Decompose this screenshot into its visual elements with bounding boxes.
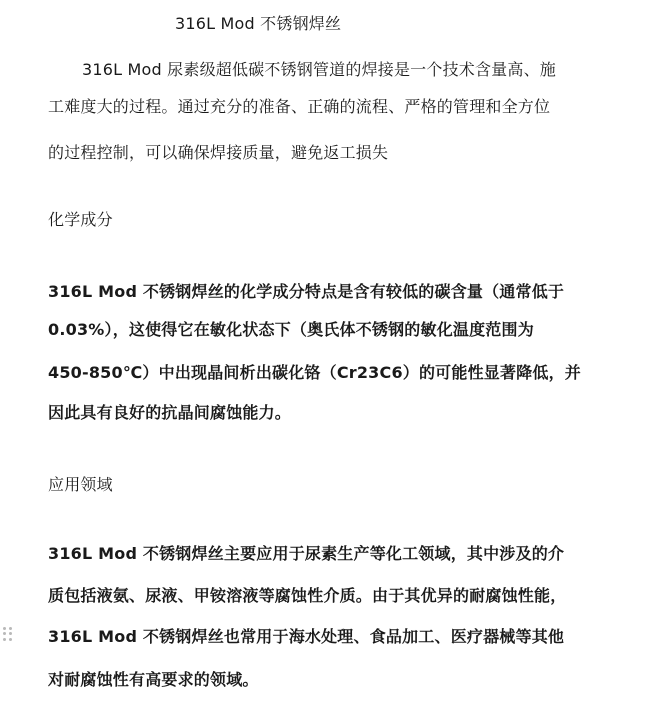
drag-handle-icon[interactable] [3, 627, 19, 641]
section-heading-composition: 化学成分 [48, 210, 113, 229]
composition-line-1: 316L Mod 不锈钢焊丝的化学成分特点是含有较低的碳含量（通常低于 [48, 282, 565, 301]
composition-line-4: 因此具有良好的抗晶间腐蚀能力。 [48, 403, 292, 422]
composition-line-2: 0.03%），这使得它在敏化状态下（奥氏体不锈钢的敏化温度范围为 [48, 320, 534, 339]
applications-line-1: 316L Mod 不锈钢焊丝主要应用于尿素生产等化工领域，其中涉及的介 [48, 544, 565, 563]
applications-line-4: 对耐腐蚀性有高要求的领域。 [48, 670, 259, 689]
intro-line-1: 316L Mod 尿素级超低碳不锈钢管道的焊接是一个技术含量高、施 [82, 60, 556, 79]
intro-line-3: 的过程控制，可以确保焊接质量，避免返工损失 [48, 143, 389, 162]
applications-line-2: 质包括液氨、尿液、甲铵溶液等腐蚀性介质。由于其优异的耐腐蚀性能， [48, 586, 567, 605]
applications-line-3: 316L Mod 不锈钢焊丝也常用于海水处理、食品加工、医疗器械等其他 [48, 627, 565, 646]
document-title: 316L Mod 不锈钢焊丝 [175, 14, 342, 33]
intro-line-2: 工难度大的过程。通过充分的准备、正确的流程、严格的管理和全方位 [48, 97, 551, 116]
composition-line-3: 450-850℃）中出现晶间析出碳化铬（Cr23C6）的可能性显著降低，并 [48, 363, 581, 382]
section-heading-applications: 应用领域 [48, 475, 113, 494]
